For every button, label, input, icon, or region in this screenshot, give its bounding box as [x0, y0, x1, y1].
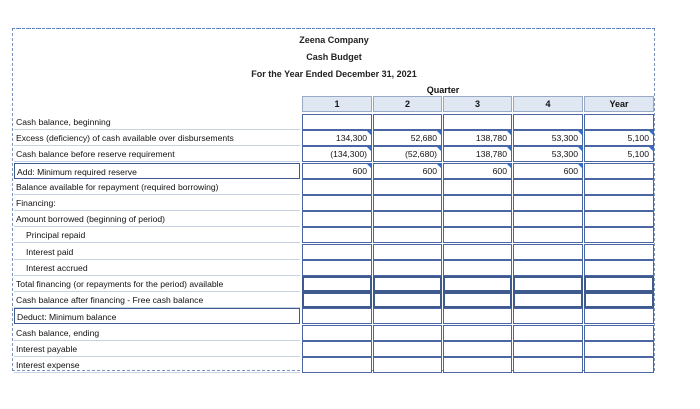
- cell-input[interactable]: [373, 244, 442, 260]
- cell-input[interactable]: [584, 341, 654, 357]
- row-label: Principal repaid: [14, 227, 300, 243]
- row-label: Interest expense: [14, 357, 300, 373]
- input-flag-icon: [507, 147, 512, 152]
- cell-input[interactable]: [302, 308, 372, 324]
- cell-input[interactable]: [584, 244, 654, 260]
- row-label: Total financing (or repayments for the period) available: [14, 276, 300, 292]
- cell-input[interactable]: [373, 276, 442, 292]
- cell-input[interactable]: [584, 179, 654, 195]
- row-label: Interest payable: [14, 341, 300, 357]
- cell-input[interactable]: [584, 130, 654, 146]
- input-flag-icon: [437, 164, 442, 169]
- cell-input[interactable]: [373, 130, 442, 146]
- input-flag-icon: [649, 131, 654, 136]
- input-flag-icon: [507, 131, 512, 136]
- cell-input[interactable]: [302, 357, 372, 373]
- row-label: Cash balance, beginning: [14, 114, 300, 130]
- company-name: Zeena Company: [299, 35, 369, 45]
- column-header-2: 2: [373, 96, 442, 112]
- row-label: Interest paid: [14, 244, 300, 260]
- cell-input[interactable]: [373, 163, 442, 179]
- row-label: Cash balance, ending: [14, 325, 300, 341]
- cell-input[interactable]: [373, 260, 442, 276]
- cell-value: (52,680): [404, 149, 437, 159]
- cell-input[interactable]: [443, 114, 512, 130]
- cell-input[interactable]: [513, 357, 583, 373]
- cell-input[interactable]: [513, 130, 583, 146]
- cell-value: 600: [422, 166, 437, 176]
- cell-value: 53,300: [551, 149, 578, 159]
- input-flag-icon: [367, 147, 372, 152]
- cell-input[interactable]: [443, 130, 512, 146]
- cell-value: 5,100: [627, 133, 649, 143]
- input-flag-icon: [507, 164, 512, 169]
- cell-value: (134,300): [330, 149, 367, 159]
- report-title: Cash Budget: [306, 52, 362, 62]
- cell-input[interactable]: [584, 292, 654, 308]
- input-flag-icon: [578, 164, 583, 169]
- cell-value: 5,100: [627, 149, 649, 159]
- quarter-header: Quarter: [426, 85, 460, 95]
- cell-input[interactable]: [443, 292, 512, 308]
- sheet-top-border: [12, 28, 655, 32]
- cell-input[interactable]: [373, 292, 442, 308]
- cell-input[interactable]: [443, 146, 512, 162]
- column-header-3: 3: [443, 96, 512, 112]
- cell-input[interactable]: [302, 146, 372, 162]
- cell-input[interactable]: [584, 211, 654, 227]
- cell-input[interactable]: [373, 325, 442, 341]
- cell-input[interactable]: [513, 227, 583, 243]
- cell-input[interactable]: [443, 211, 512, 227]
- cell-input[interactable]: [443, 260, 512, 276]
- cell-input[interactable]: [373, 227, 442, 243]
- cell-input[interactable]: [302, 130, 372, 146]
- cell-input[interactable]: [302, 260, 372, 276]
- cell-input[interactable]: [443, 325, 512, 341]
- cell-input[interactable]: [443, 308, 512, 324]
- cell-input[interactable]: [513, 179, 583, 195]
- cell-input[interactable]: [584, 146, 654, 162]
- cell-input[interactable]: [373, 357, 442, 373]
- cell-input[interactable]: [443, 227, 512, 243]
- cell-input[interactable]: [373, 308, 442, 324]
- cell-input[interactable]: [584, 260, 654, 276]
- cell-input[interactable]: [513, 341, 583, 357]
- cell-input[interactable]: [513, 146, 583, 162]
- input-flag-icon: [578, 147, 583, 152]
- cell-input[interactable]: [513, 211, 583, 227]
- row-label: Deduct: Minimum balance: [14, 308, 300, 324]
- cell-input[interactable]: [513, 195, 583, 211]
- cell-input[interactable]: [373, 179, 442, 195]
- column-header-1: 1: [302, 96, 372, 112]
- cell-input[interactable]: [443, 276, 512, 292]
- cell-input[interactable]: [584, 325, 654, 341]
- cell-input[interactable]: [373, 146, 442, 162]
- row-label: Excess (deficiency) of cash available over disbursements: [14, 130, 300, 146]
- cell-input[interactable]: [584, 308, 654, 324]
- cell-value: 52,680: [410, 133, 437, 143]
- cell-input[interactable]: [302, 195, 372, 211]
- cell-input[interactable]: [584, 227, 654, 243]
- cell-input[interactable]: [443, 341, 512, 357]
- input-flag-icon: [437, 131, 442, 136]
- column-header-year: Year: [584, 96, 654, 112]
- cell-input[interactable]: [302, 244, 372, 260]
- cell-input[interactable]: [302, 341, 372, 357]
- cell-input[interactable]: [443, 357, 512, 373]
- cell-input[interactable]: [513, 163, 583, 179]
- cell-input[interactable]: [302, 163, 372, 179]
- cell-input[interactable]: [513, 325, 583, 341]
- cell-input[interactable]: [584, 276, 654, 292]
- cell-value: 134,300: [335, 133, 367, 143]
- cell-input[interactable]: [302, 292, 372, 308]
- cell-input[interactable]: [513, 276, 583, 292]
- cell-input[interactable]: [302, 179, 372, 195]
- cell-input[interactable]: [302, 227, 372, 243]
- row-label: Cash balance after financing - Free cash balance: [14, 292, 300, 308]
- cell-input[interactable]: [373, 195, 442, 211]
- row-label: Add: Minimum required reserve: [14, 163, 300, 179]
- cell-value: 138,780: [475, 149, 507, 159]
- input-flag-icon: [578, 131, 583, 136]
- cell-input[interactable]: [443, 163, 512, 179]
- cell-input[interactable]: [443, 195, 512, 211]
- cell-value: 138,780: [475, 133, 507, 143]
- cell-input[interactable]: [443, 179, 512, 195]
- cell-input[interactable]: [302, 325, 372, 341]
- cell-input[interactable]: [584, 357, 654, 373]
- cell-input[interactable]: [513, 260, 583, 276]
- cell-input[interactable]: [513, 308, 583, 324]
- column-header-4: 4: [513, 96, 583, 112]
- cell-input[interactable]: [513, 114, 583, 130]
- cell-input[interactable]: [584, 195, 654, 211]
- cell-input[interactable]: [443, 244, 512, 260]
- input-flag-icon: [367, 131, 372, 136]
- row-label: Interest accrued: [14, 260, 300, 276]
- cell-input[interactable]: [584, 114, 654, 130]
- cell-value: 53,300: [551, 133, 578, 143]
- row-label: Cash balance before reserve requirement: [14, 146, 300, 162]
- cell-input[interactable]: [373, 341, 442, 357]
- cell-input[interactable]: [373, 114, 442, 130]
- cell-input[interactable]: [373, 211, 442, 227]
- input-flag-icon: [649, 147, 654, 152]
- input-flag-icon: [437, 147, 442, 152]
- cell-input[interactable]: [302, 211, 372, 227]
- report-period: For the Year Ended December 31, 2021: [251, 69, 417, 79]
- row-label: Balance available for repayment (required borrowing): [14, 179, 300, 195]
- cell-input[interactable]: [513, 244, 583, 260]
- cell-value: 600: [563, 166, 578, 176]
- cell-input[interactable]: [584, 163, 654, 179]
- cell-input[interactable]: [302, 114, 372, 130]
- cell-value: 600: [492, 166, 507, 176]
- input-flag-icon: [367, 164, 372, 169]
- cell-input[interactable]: [302, 276, 372, 292]
- row-label: Financing:: [14, 195, 300, 211]
- cell-value: 600: [352, 166, 367, 176]
- row-label: Amount borrowed (beginning of period): [14, 211, 300, 227]
- cell-input[interactable]: [513, 292, 583, 308]
